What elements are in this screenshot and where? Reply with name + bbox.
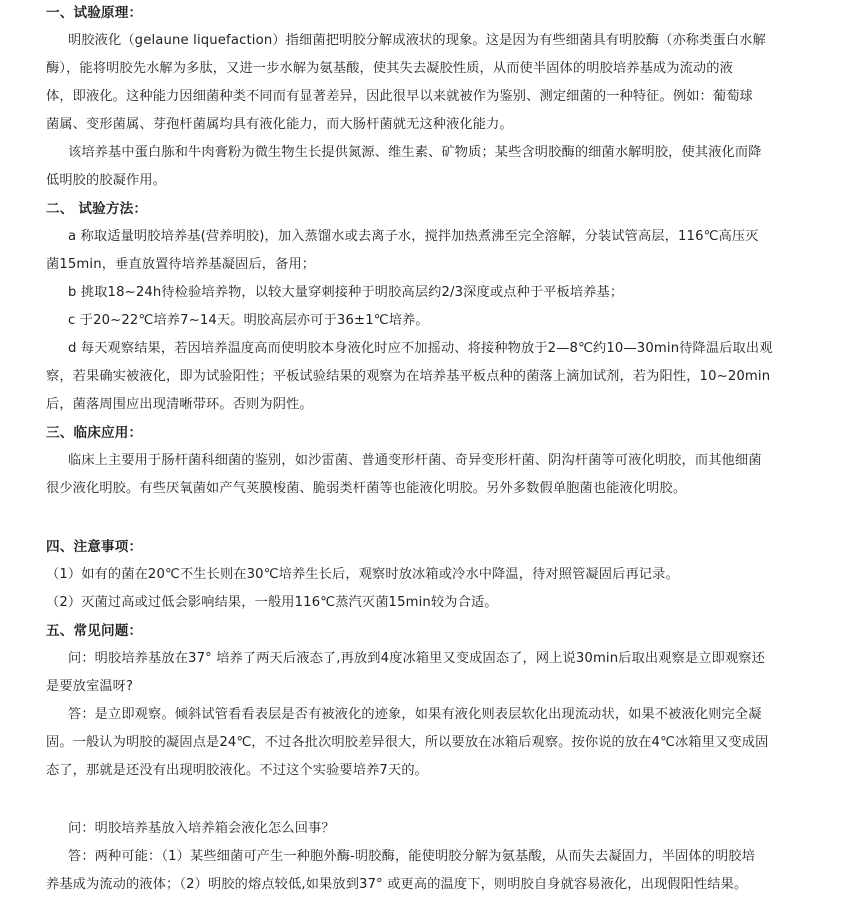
section-heading-faq: 五、常见问题： [46,623,143,639]
method-step-b: b 挑取18~24h待检验培养物，以较大量穿刺接种于明胶高层约2/3深度或点种于平板培养基； [68,285,624,300]
faq-answer-2-cont: 养基成为流动的液体；（2）明胶的熔点较低,如果放到37° 或更高的温度下，则明胶自身就容易液化，出现假阳性结果。 [46,877,748,892]
method-step-a-cont: 菌15min，垂直放置待培养基凝固后，备用； [46,257,316,272]
section-heading-method: 二、 试验方法： [46,201,148,217]
faq-question-2: 问：明胶培养基放入培养箱会液化怎么回事？ [68,821,335,836]
paragraph-line: 该培养基中蛋白胨和牛肉膏粉为微生物生长提供氮源、维生素、矿物质；某些含明胶酶的细菌水解明胶，使其液化而降 [68,145,762,160]
method-step-d: d 每天观察结果，若因培养温度高而使明胶本身液化时应不加摇动、将接种物放于2—8℃约10—30min待降温后取出观 [68,341,773,356]
note-item-1: （1）如有的菌在20℃不生长则在30℃培养生长后，观察时放冰箱或冷水中降温，待对照管凝固后再记录。 [46,567,679,582]
faq-answer-1-cont: 态了，那就是还没有出现明胶液化。不过这个实验要培养7天的。 [46,763,428,778]
paragraph-line: 体，即液化。这种能力因细菌种类不同而有显著差异，因此很早以来就被作为鉴别、测定细菌的一种特征。例如：葡萄球 [46,89,753,104]
paragraph-line: 酶），能将明胶先水解为多肽，又进一步水解为氨基酸，使其失去凝胶性质，从而使半固体的明胶培养基成为流动的液 [46,61,733,76]
section-heading-principle: 一、试验原理： [46,5,143,21]
faq-answer-1-cont: 固。一般认为明胶的凝固点是24℃，不过各批次明胶差异很大，所以要放在冰箱后观察。按你说的放在4℃冰箱里又变成固 [46,735,769,750]
paragraph-line: 低明胶的胶凝作用。 [46,173,167,188]
faq-question-1-cont: 是要放室温呀? [46,679,134,694]
method-step-c: c 于20~22℃培养7~14天。明胶高层亦可于36±1℃培养。 [68,313,429,328]
paragraph-line: 很少液化明胶。有些厌氧菌如产气荚膜梭菌、脆弱类杆菌等也能液化明胶。另外多数假单胞菌也能液化明胶。 [46,481,687,496]
faq-answer-2: 答：两种可能：（1）某些细菌可产生一种胞外酶-明胶酶，能使明胶分解为氨基酸，从而失去凝固力，半固体的明胶培 [68,849,756,864]
faq-answer-1: 答：是立即观察。倾斜试管看看表层是否有被液化的迹象，如果有液化则表层软化出现流动状，如果不被液化则完全凝 [68,707,762,722]
section-heading-clinical: 三、临床应用： [46,425,143,441]
paragraph-line: 临床上主要用于肠杆菌科细菌的鉴别，如沙雷菌、普通变形杆菌、奇异变形杆菌、阴沟杆菌等可液化明胶，而其他细菌 [68,453,762,468]
section-heading-notes: 四、注意事项： [46,539,143,555]
paragraph-line: 菌属、变形菌属、芽孢杆菌属均具有液化能力，而大肠杆菌就无这种液化能力。 [46,117,513,132]
faq-question-1: 问：明胶培养基放在37° 培养了两天后液态了,再放到4度冰箱里又变成固态了，网上说30min后取出观察是立即观察还 [68,651,765,666]
method-step-d-cont: 察，若果确实被液化，即为试验阳性；平板试验结果的观察为在培养基平板点种的菌落上滴加试剂，若为阳性，10~20min [46,369,771,384]
method-step-a: a 称取适量明胶培养基(营养明胶)，加入蒸馏水或去离子水，搅拌加热煮沸至完全溶解，分装试管高层，116℃高压灭 [68,229,759,244]
method-step-d-cont: 后，菌落周围应出现清晰带环。否则为阴性。 [46,397,313,412]
paragraph-line: 明胶液化（gelaune liquefaction）指细菌把明胶分解成液状的现象。这是因为有些细菌具有明胶酶（亦称类蛋白水解 [68,33,766,48]
note-item-2: （2）灭菌过高或过低会影响结果，一般用116℃蒸汽灭菌15min较为合适。 [46,595,498,610]
